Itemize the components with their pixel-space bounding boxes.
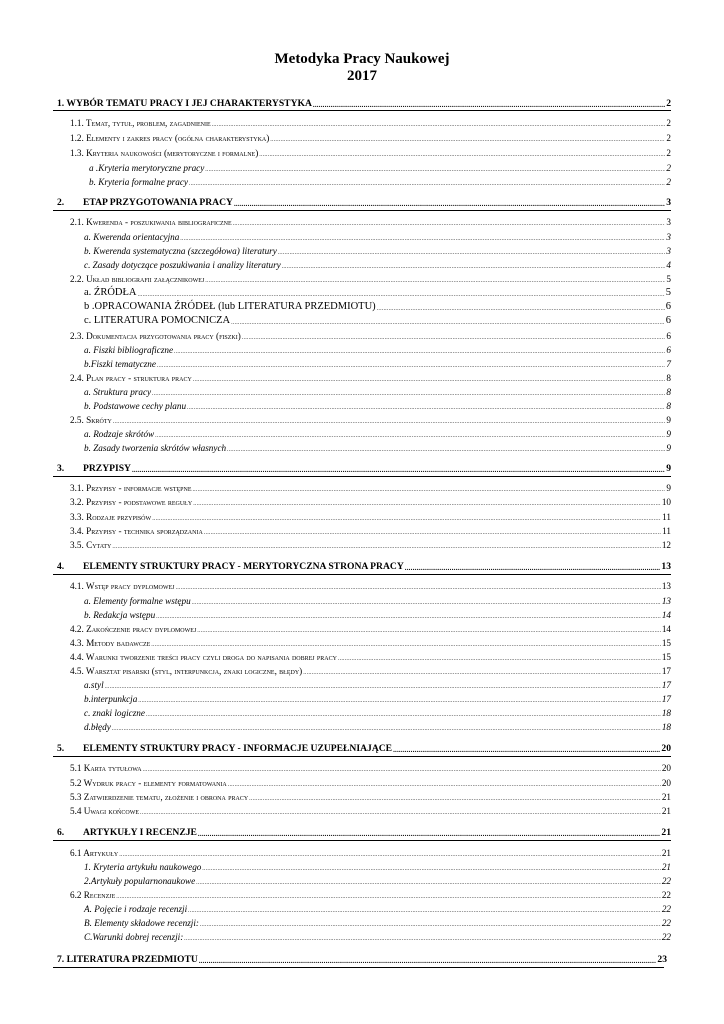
leader-dots: [234, 200, 665, 208]
leader-dots: [303, 670, 661, 676]
toc-entry[interactable]: 3.4. Przypisy - technika sporządzania ..... 11: [70, 526, 671, 536]
toc-entry[interactable]: 5.1 Karta tytułowa ..... 20: [70, 763, 671, 773]
leader-dots: [192, 600, 661, 606]
toc-entry[interactable]: 2.5. Skróty ..... 9: [70, 415, 671, 425]
toc-entry[interactable]: 7. LITERATURA PRZEDMIOTU ..... 23: [57, 954, 667, 965]
toc-entry[interactable]: c. Zasady dotyczące poszukiwania i analizy literatury ..... 4: [84, 260, 671, 270]
toc-entry[interactable]: a. Fiszki bibliograficzne ..... 6: [84, 345, 671, 355]
toc-entry[interactable]: a. Elementy formalne wstępu ..... 13: [84, 596, 671, 606]
leader-dots: [270, 137, 665, 143]
toc-entry[interactable]: 5.2 Wydruk pracy - elementy formatowania ..... 20: [70, 778, 671, 788]
leader-dots: [193, 377, 666, 383]
leader-dots: [338, 656, 661, 662]
leader-dots: [184, 936, 661, 942]
leader-dots: [112, 544, 660, 550]
toc-entry[interactable]: 4. ELEMENTY STRUKTURY PRACY - MERYTORYCZNA STRONA PRACY ..... 13: [57, 561, 671, 572]
leader-dots: [199, 957, 657, 965]
leader-dots: [200, 922, 661, 928]
leader-dots: [198, 830, 660, 838]
document-title: Metodyka Pracy Naukowej: [274, 51, 450, 67]
toc-entry[interactable]: a. ŹRÓDŁA ..... 5: [84, 287, 671, 298]
toc-entry[interactable]: b. Zasady tworzenia skrótów własnych ..... 9: [84, 443, 671, 453]
toc-entry[interactable]: 5.4 Uwagi końcowe ..... 21: [70, 806, 671, 816]
divider: [53, 574, 671, 575]
leader-dots: [204, 530, 661, 536]
toc-entry[interactable]: b .OPRACOWANIA ŹRÓDEŁ (lub LITERATURA PRZEDMIOTU) ..... 6: [84, 301, 671, 312]
leader-dots: [112, 726, 661, 732]
leader-dots: [116, 894, 661, 900]
toc-entry[interactable]: b. Podstawowe cechy planu ..... 8: [84, 401, 671, 411]
leader-dots: [113, 419, 666, 425]
leader-dots: [180, 236, 665, 242]
leader-dots: [143, 767, 661, 773]
toc-entry[interactable]: 1. Kryteria artykułu naukowego ..... 21: [84, 862, 671, 872]
divider: [53, 840, 671, 841]
leader-dots: [227, 447, 665, 453]
toc-entry[interactable]: 4.3. Metody badawcze ..... 15: [70, 638, 671, 648]
leader-dots: [189, 181, 665, 187]
leader-dots: [228, 782, 661, 788]
leader-dots: [196, 880, 661, 886]
toc-entry[interactable]: b. Kryteria formalne pracy ..... 2: [89, 177, 671, 187]
leader-dots: [138, 292, 665, 298]
leader-dots: [138, 698, 660, 704]
leader-dots: [152, 391, 665, 397]
toc-entry[interactable]: 4.1. Wstęp pracy dyplomowej ..... 13: [70, 581, 671, 591]
toc-entry[interactable]: B. Elementy składowe recenzji: ..... 22: [84, 918, 671, 928]
toc-entry[interactable]: 2.4. Plan pracy - struktura pracy ..... 8: [70, 373, 671, 383]
toc-entry[interactable]: a .Kryteria merytoryczne pracy ..... 2: [89, 163, 671, 173]
toc-entry[interactable]: 4.2. Zakończenie pracy dyplomowej ..... 14: [70, 624, 671, 634]
leader-dots: [146, 712, 661, 718]
leader-dots: [259, 152, 665, 158]
leader-dots: [157, 363, 665, 369]
toc-entry[interactable]: 2.2. Układ bibliografii załącznikowej ..... 5: [70, 274, 671, 284]
toc-entry[interactable]: C.Warunki dobrej recenzji: ..... 22: [84, 932, 671, 942]
leader-dots: [155, 433, 665, 439]
toc-entry[interactable]: 6. ARTYKUŁY I RECENZJE ..... 21: [57, 827, 671, 838]
leader-dots: [192, 487, 665, 493]
toc-entry[interactable]: b. Kwerenda systematyczna (szczegółowa) literatury ..... 3: [84, 246, 671, 256]
toc-entry[interactable]: d.błędy ..... 18: [84, 722, 671, 732]
leader-dots: [193, 501, 661, 507]
leader-dots: [132, 466, 665, 474]
leader-dots: [242, 335, 666, 341]
toc-entry[interactable]: 5.3 Zatwierdzenie tematu, złożenie i obrona pracy ..... 21: [70, 792, 671, 802]
leader-dots: [278, 250, 666, 256]
leader-dots: [119, 852, 661, 858]
toc-entry[interactable]: 1. WYBÓR TEMATU PRACY I JEJ CHARAKTERYSTYKA ..... 2: [57, 98, 671, 109]
divider: [53, 476, 671, 477]
leader-dots: [249, 796, 661, 802]
toc-entry[interactable]: 2.1. Kwerenda - poszukiwania bibliograficzne ..... 3: [70, 217, 671, 227]
toc-entry[interactable]: 6.2 Recenzje ..... 22: [70, 890, 671, 900]
toc-entry[interactable]: a. Kwerenda orientacyjna ..... 3: [84, 232, 671, 242]
leader-dots: [202, 866, 660, 872]
toc-entry[interactable]: 4.4. Warunki tworzenie treści pracy czyli droga do napisania dobrej pracy ..... 15: [70, 652, 671, 662]
toc-entry[interactable]: c. LITERATURA POMOCNICZA ..... 6: [84, 315, 671, 326]
leader-dots: [140, 810, 661, 816]
leader-dots: [233, 221, 666, 227]
divider: [53, 756, 671, 757]
toc-entry[interactable]: 1.1. Temat, tytuł, problem, zagadnienie ..... 2: [70, 118, 671, 128]
leader-dots: [393, 746, 660, 754]
toc-entry[interactable]: 5. ELEMENTY STRUKTURY PRACY - INFORMACJE UZUPEŁNIAJĄCE ..... 20: [57, 743, 671, 754]
leader-dots: [156, 614, 661, 620]
toc-entry[interactable]: b.interpunkcja ..... 17: [84, 694, 671, 704]
leader-dots: [282, 264, 666, 270]
toc-entry[interactable]: 1.3. Kryteria naukowości (merytoryczne i formalne) ..... 2: [70, 148, 671, 158]
leader-dots: [231, 320, 665, 326]
toc-entry[interactable]: c. znaki logiczne ..... 18: [84, 708, 671, 718]
toc-entry[interactable]: b. Redakcja wstępu ..... 14: [84, 610, 671, 620]
toc-entry[interactable]: 4.5. Warsztat pisarski (styl, interpunkcja, znaki logiczne, błędy) ..... 17: [70, 666, 671, 676]
leader-dots: [313, 101, 665, 109]
leader-dots: [176, 585, 661, 591]
leader-dots: [197, 628, 661, 634]
toc-entry[interactable]: b.Fiszki tematyczne ..... 7: [84, 359, 671, 369]
toc-entry[interactable]: 3.5. Cytaty ..... 12: [70, 540, 671, 550]
leader-dots: [174, 349, 665, 355]
toc-entry[interactable]: 3.1. Przypisy - informacje wstępne ..... 9: [70, 483, 671, 493]
toc-entry[interactable]: A. Pojęcie i rodzaje recenzji ..... 22: [84, 904, 671, 914]
divider: [53, 210, 671, 211]
toc-entry[interactable]: 3.2. Przypisy - podstawowe reguły ..... 10: [70, 497, 671, 507]
toc-entry[interactable]: 2. ETAP PRZYGOTOWANIA PRACY ..... 3: [57, 197, 671, 208]
toc-entry[interactable]: a.styl ..... 17: [84, 680, 671, 690]
divider: [53, 110, 671, 111]
divider: [53, 967, 664, 968]
toc-entry[interactable]: a. Struktura pracy ..... 8: [84, 387, 671, 397]
leader-dots: [405, 564, 661, 572]
leader-dots: [105, 684, 661, 690]
toc-entry[interactable]: 6.1 Artykuły ..... 21: [70, 848, 671, 858]
leader-dots: [151, 642, 661, 648]
leader-dots: [187, 405, 665, 411]
document-year: 2017: [347, 68, 377, 84]
toc-entry[interactable]: 2.Artykuły popularnonaukowe ..... 22: [84, 876, 671, 886]
leader-dots: [152, 516, 661, 522]
leader-dots: [205, 167, 665, 173]
leader-dots: [377, 306, 665, 312]
toc-entry[interactable]: 2.3. Dokumentacja przygotowania pracy (fiszki) ..... 6: [70, 331, 671, 341]
leader-dots: [205, 278, 665, 284]
toc-entry[interactable]: a. Rodzaje skrótów ..... 9: [84, 429, 671, 439]
leader-dots: [188, 908, 661, 914]
leader-dots: [212, 122, 666, 128]
toc-entry[interactable]: 1.2. Elementy i zakres pracy (ogólna charakterystyka) ..... 2: [70, 133, 671, 143]
toc-entry[interactable]: 3. PRZYPISY ..... 9: [57, 463, 671, 474]
toc-entry[interactable]: 3.3. Rodzaje przypisów ..... 11: [70, 512, 671, 522]
